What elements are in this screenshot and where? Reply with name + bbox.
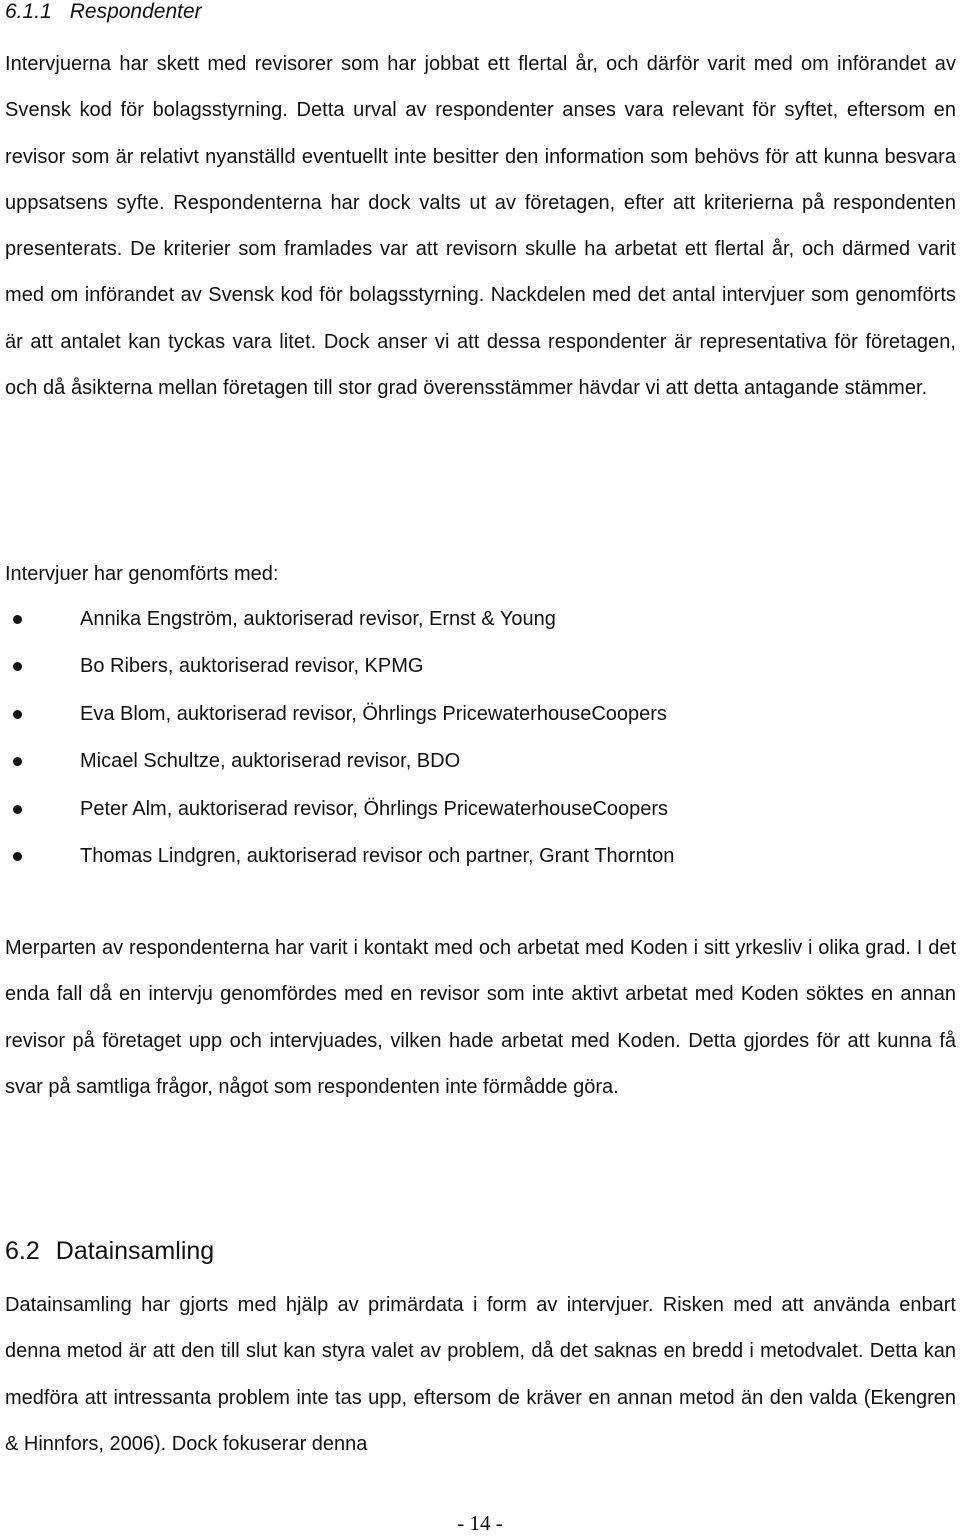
list-item [5,786,905,833]
section-heading-6-2 [5,1234,214,1268]
list-item-text: Peter Alm, auktoriserad revisor, Öhrlings PricewaterhouseCoopers [80,797,669,820]
section-title: Respondenter [69,0,202,23]
interview-intro: Intervjuer har genomförts med: [5,563,279,585]
section-number: 6.2 [5,1237,40,1265]
closing-paragraph: Merparten av respondenterna har varit i kontakt med och arbetat med Koden i sitt yrkesliv i olika grad. I det enda fall då en intervju genomfördes med en revisor som inte aktivt arbetat med Koden söktes en annan revisor på företaget upp och intervjuades, vilken hade arbetat med Koden. Detta gjordes för att kunna få svar på samtliga frågor, något som respondenten inte förmådde göra. [5,937,956,1098]
bullet-icon [13,852,22,861]
list-item-text: Annika Engström, auktoriserad revisor, Ernst & Young [80,608,556,630]
interviewee-list [5,596,905,880]
respondents-paragraph: Intervjuerna har skett med revisorer som har jobbat ett flertal år, och därför varit med om införandet av Svensk kod för bolagsstyrning. Detta urval av respondenter anses vara relevant för syftet, eftersom en revisor som är relativt nyanställd eventuellt inte besitter den information som behövs för att kunna besvara uppsatsens syfte. Respondenterna har dock valts ut av företagen, efter att kriterierna på respondenten presenterats. De kriterier som framlades var att revisorn skulle ha arbetat ett flertal år, och därmed varit med om införandet av Svensk kod för bolagsstyrning. Nackdelen med det antal intervjuer som genomförts är att antalet kan tyckas vara litet. Dock anser vi att dessa respondenter är representativa för företagen, och då åsikterna mellan företagen till stor grad överensstämmer hävdar vi att detta antagande stämmer. [5,53,956,400]
list-item-text: Eva Blom, auktoriserad revisor, Öhrlings PricewaterhouseCoopers [80,702,667,725]
data-collection-paragraph: Datainsamling har gjorts med hjälp av primärdata i form av intervjuer. Risken med att använda enbart denna metod är att den till slut kan styra valet av problem, då det saknas en bredd i metodvalet. Detta kan medföra att intressanta problem inte tas upp, eftersom de kräver en annan metod än den valda (Ekengren & Hinnfors, 2006). Dock fokuserar denna [5,1294,956,1455]
section-number: 6.1.1 [5,0,52,23]
list-item [5,596,905,643]
bullet-icon [13,615,22,624]
list-item-text: Thomas Lindgren, auktoriserad revisor och partner, Grant Thornton [80,844,675,867]
list-item [5,691,905,738]
list-item-text: Bo Ribers, auktoriserad revisor, KPMG [80,655,424,678]
list-item-text: Micael Schultze, auktoriserad revisor, BDO [80,750,461,773]
list-item [5,643,905,690]
list-item [5,738,905,785]
page-number: - 14 - [457,1511,503,1535]
bullet-icon [13,710,22,719]
bullet-icon [13,805,22,814]
bullet-icon [13,662,22,671]
list-item [5,833,905,880]
bullet-icon [13,757,22,766]
section-title: Datainsamling [55,1237,215,1265]
section-heading-6-1-1 [5,0,202,26]
